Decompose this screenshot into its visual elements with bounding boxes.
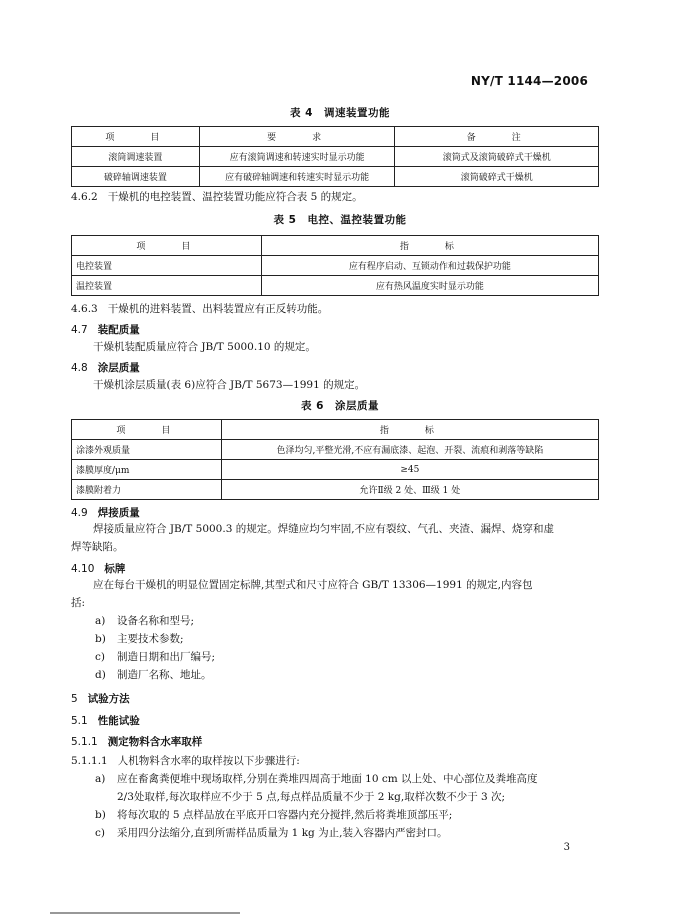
list-marker: b) [95,633,106,645]
list-item [95,667,601,683]
list-item [95,613,601,629]
table-cell: 应有程序启动、互锁动作和过载保护功能 [261,256,598,276]
section-4-10-text-line2: 括: [71,597,86,609]
table-header-cell: 要 求 [199,127,395,147]
table-cell: 滚筒式及滚筒破碎式干燥机 [395,147,599,167]
list-text: 主要技术参数; [117,633,184,645]
table6-caption: 表 6 涂层质量 [301,400,379,412]
table4-caption: 表 4 调速装置功能 [290,107,390,119]
list-marker: b) [95,809,106,821]
section-number: 4.10 [71,563,95,575]
section-text: 干燥机的电控装置、温控装置功能应符合表 5 的规定。 [107,191,363,203]
table-cell: 破碎轴调速装置 [72,167,200,187]
table-row [72,460,599,480]
table-cell: ≥45 [221,460,598,480]
table-header-row [72,420,599,440]
page-number: 3 [563,842,570,853]
list-text: 制造厂名称、地址。 [117,669,212,681]
table4 [71,126,599,187]
table-cell: 应有热风温度实时显示功能 [261,276,598,296]
section-number: 5 [71,693,78,705]
section-4-7-text: 干燥机装配质量应符合 JB/T 5000.10 的规定。 [93,341,316,353]
section-title: 试验方法 [87,693,130,705]
list-text-line1: 应在畜禽粪便堆中现场取样,分别在粪堆四周高于地面 10 cm 以上处、中心部位及粪堆高度 [117,773,538,785]
section-4-7-heading [71,322,140,337]
table-row [72,256,599,276]
standard-code: NY/T 1144—2006 [470,74,588,88]
section-5-1-1-1 [71,753,601,769]
section-4-6-2 [71,189,601,205]
list-text: 采用四分法缩分,直到所需样品质量为 1 kg 为止,装入容器内严密封口。 [117,827,448,839]
section-title: 性能试验 [97,715,140,727]
section-number: 4.7 [71,324,88,336]
table-row [72,440,599,460]
table-cell: 滚筒破碎式干燥机 [395,167,599,187]
table-header-row [72,236,599,256]
table-row [72,147,599,167]
table-cell: 漆膜厚度/μm [72,460,222,480]
table-header-cell: 指 标 [261,236,598,256]
section-5-1-heading [71,713,140,728]
list-item [95,649,601,665]
section-5-1-1-heading [71,734,202,749]
section-title: 涂层质量 [97,362,140,374]
section-5-heading [71,691,130,706]
section-number: 5.1 [71,715,88,727]
table-cell: 应有滚筒调速和转速实时显示功能 [199,147,395,167]
section-4-9-text-line2: 焊等缺陷。 [71,541,124,553]
list-marker: c) [95,651,105,663]
table-cell: 允许Ⅱ级 2 处、Ⅲ级 1 处 [221,480,598,500]
section-title: 焊接质量 [97,507,140,519]
list-item [95,806,603,824]
section-number: 4.9 [71,507,88,519]
table-header-row [72,127,599,147]
table-cell: 电控装置 [72,256,262,276]
section-number: 4.6.3 [71,303,98,315]
section-title: 测定物料含水率取样 [107,736,203,748]
table-cell: 滚筒调速装置 [72,147,200,167]
list-marker: a) [95,773,106,785]
section-4-9-heading [71,505,140,520]
section-4-10-text-line1: 应在每台干燥机的明显位置固定标牌,其型式和尺寸应符合 GB/T 13306—1991 的规定,内容包 [93,579,533,591]
section-number: 4.8 [71,362,88,374]
list-marker: d) [95,669,106,681]
list-marker: c) [95,827,105,839]
table-header-cell: 项 目 [72,127,200,147]
table-cell: 应有破碎轴调速和转速实时显示功能 [199,167,395,187]
section-4-10-heading [71,561,125,576]
list-marker: a) [95,615,106,627]
section-text: 人机物料含水率的取样按以下步骤进行: [117,755,300,767]
list-item [95,631,601,647]
section-number: 4.6.2 [71,191,98,203]
table-row [72,480,599,500]
table-cell: 温控装置 [72,276,262,296]
list-text-line2: 2/3处取样,每次取样应不少于 5 点,每点样品质量不少于 2 kg,取样次数不少于 3 次; [117,791,506,803]
table-header-cell: 备 注 [395,127,599,147]
table5 [71,235,599,296]
section-4-6-3 [71,301,601,317]
list-item [95,824,603,842]
table-header-cell: 项 目 [72,236,262,256]
table5-caption: 表 5 电控、温控装置功能 [273,214,407,226]
list-text: 设备名称和型号; [117,615,195,627]
section-title: 标牌 [104,563,126,575]
section-title: 装配质量 [97,324,140,336]
section-4-8-text: 干燥机涂层质量(表 6)应符合 JB/T 5673—1991 的规定。 [93,379,366,391]
bottom-edge-divider [50,912,240,914]
table-cell: 色泽均匀,平整光滑,不应有漏底漆、起泡、开裂、流痕和剥落等缺陷 [221,440,598,460]
table-cell: 涂漆外观质量 [72,440,222,460]
section-4-9-text-line1: 焊接质量应符合 JB/T 5000.3 的规定。焊缝应均匀牢固,不应有裂纹、气孔、夹渣、漏焊、烧穿和虚 [93,523,555,535]
section-text: 干燥机的进料装置、出料装置应有正反转功能。 [107,303,329,315]
table-header-cell: 项 目 [72,420,222,440]
section-number: 5.1.1.1 [71,755,108,767]
table-row [72,276,599,296]
table6 [71,419,599,500]
table-row [72,167,599,187]
section-4-8-heading [71,360,140,375]
table-cell: 漆膜附着力 [72,480,222,500]
list-item [95,770,603,806]
list-text: 将每次取的 5 点样品放在平底开口容器内充分搅拌,然后将粪堆顶部压平; [117,809,453,821]
table-header-cell: 指 标 [221,420,598,440]
list-text: 制造日期和出厂编号; [117,651,216,663]
section-number: 5.1.1 [71,736,98,748]
